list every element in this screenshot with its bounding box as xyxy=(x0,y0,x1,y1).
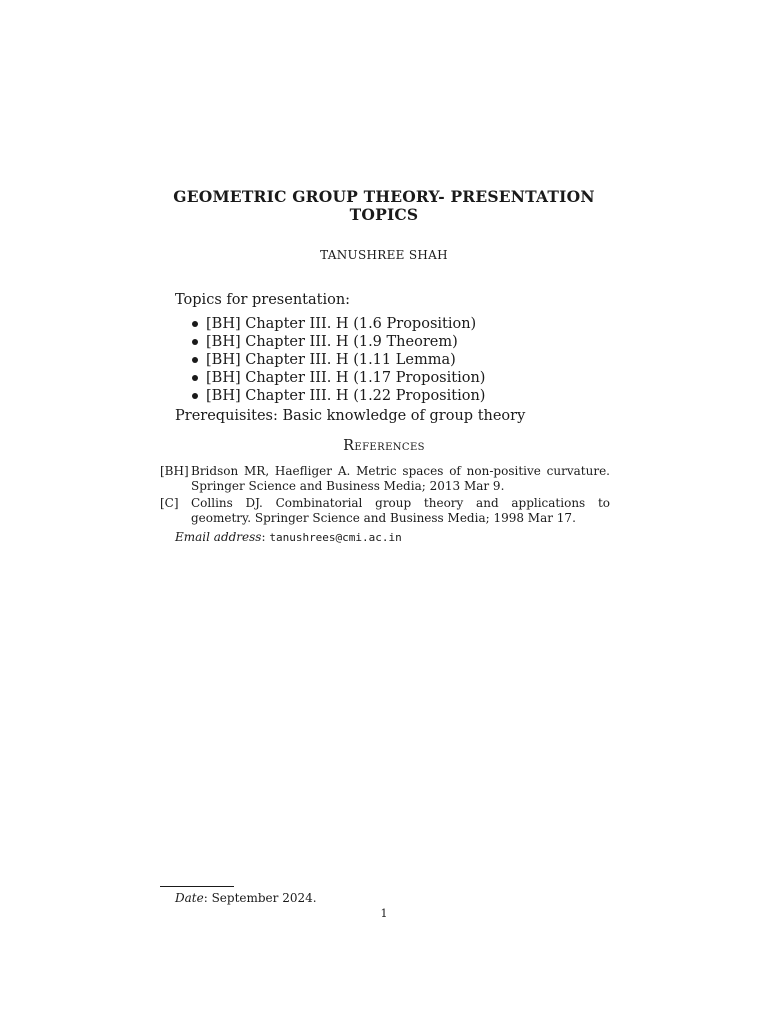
bullet-icon xyxy=(192,375,198,381)
list-item xyxy=(192,387,485,405)
prerequisites: Prerequisites: Basic knowledge of group theory xyxy=(175,408,526,424)
list-item xyxy=(192,315,485,333)
paper-title xyxy=(0,188,768,224)
topics-list xyxy=(192,315,485,405)
email-label: Email address xyxy=(175,530,262,544)
list-item xyxy=(192,351,485,369)
list-item xyxy=(192,369,485,387)
topic-text: [BH] Chapter III. H (1.11 Lemma) xyxy=(206,352,456,368)
footnote-colon: : xyxy=(203,891,212,905)
reference-key: [C] xyxy=(160,496,179,510)
topic-text: [BH] Chapter III. H (1.22 Proposition) xyxy=(206,388,486,404)
footnote-text: September 2024. xyxy=(211,891,317,905)
page-number: 1 xyxy=(380,907,388,920)
bullet-icon xyxy=(192,321,198,327)
reference-item xyxy=(160,464,610,494)
list-item xyxy=(192,333,485,351)
author-name: TANUSHREE SHAH xyxy=(320,248,448,262)
title-line-2: TOPICS xyxy=(349,205,419,224)
footnote-label: Date xyxy=(175,891,204,905)
footnote-rule xyxy=(160,886,234,887)
email-line xyxy=(175,530,402,544)
bullet-icon xyxy=(192,393,198,399)
email-address: tanushrees@cmi.ac.in xyxy=(269,531,402,544)
title-line-1: GEOMETRIC GROUP THEORY- PRESENTATION xyxy=(173,187,595,206)
reference-item xyxy=(160,496,610,526)
bullet-icon xyxy=(192,339,198,345)
topic-text: [BH] Chapter III. H (1.6 Proposition) xyxy=(206,316,477,332)
reference-text: Bridson MR, Haefliger A. Metric spaces of non-positive curvature. Springer Science and Business Media; 2013 Mar 9. xyxy=(191,464,610,493)
bullet-icon xyxy=(192,357,198,363)
footnote xyxy=(175,891,317,905)
references-heading: References xyxy=(343,438,425,454)
reference-key: [BH] xyxy=(160,464,189,478)
topics-intro: Topics for presentation: xyxy=(175,292,351,308)
topic-text: [BH] Chapter III. H (1.9 Theorem) xyxy=(206,334,458,350)
email-colon: : xyxy=(261,530,270,544)
topic-text: [BH] Chapter III. H (1.17 Proposition) xyxy=(206,370,486,386)
reference-text: Collins DJ. Combinatorial group theory and applications to geometry. Springer Science and Business Media; 1998 Mar 17. xyxy=(191,496,610,525)
